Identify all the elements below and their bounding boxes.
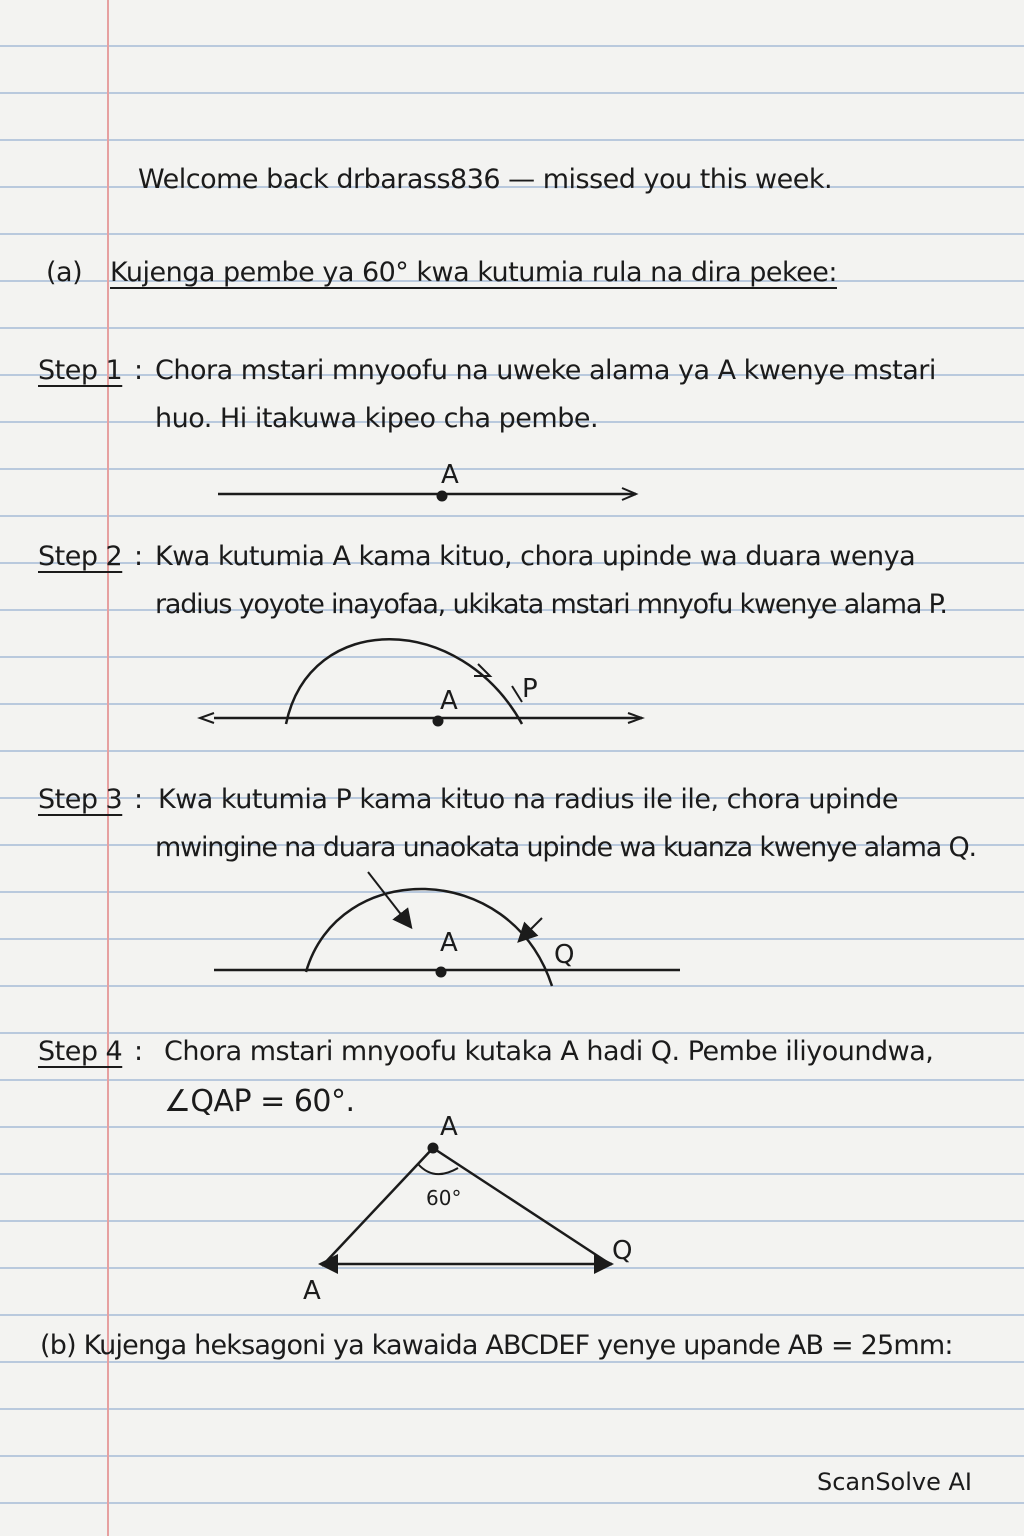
fig4-label-bottom-a: A — [303, 1276, 321, 1306]
fig3-arc — [306, 889, 552, 986]
step-1-text-line2: huo. Hi itakuwa kipeo cha pembe. — [155, 403, 599, 434]
step-2-text-line2: radius yoyote inayofaa, ukikata mstari mnyofu kwenye alama P. — [155, 589, 947, 620]
step-3-text-line1: Kwa kutumia P kama kituo na radius ile ile, chora upinde — [158, 784, 898, 815]
fig4-label-q: Q — [612, 1236, 633, 1266]
fig4-point-a — [428, 1143, 439, 1154]
fig3-pointer-arrow-right — [520, 918, 542, 940]
fig2-label-p: P — [522, 674, 538, 704]
welcome-message: Welcome back drbarass836 — missed you this week. — [138, 164, 833, 195]
fig3-label-a: A — [440, 928, 458, 958]
fig1-point-a — [437, 491, 448, 502]
part-a-marker: (a) — [46, 257, 83, 288]
fig4-label-top-a: A — [440, 1112, 458, 1142]
fig2-p-tick — [512, 686, 522, 702]
step-4-label: Step 4 — [38, 1036, 123, 1067]
step-1-label: Step 1 — [38, 355, 123, 386]
fig4-right-arrow-icon — [594, 1254, 614, 1274]
step-1-colon: : — [134, 355, 143, 386]
fig4-left-side — [322, 1148, 433, 1266]
fig2-point-a — [433, 716, 444, 727]
step-2-label: Step 2 — [38, 541, 123, 572]
step-4-colon: : — [134, 1036, 143, 1067]
step-2-colon: : — [134, 541, 143, 572]
step-4-text-line2: ∠QAP = 60°. — [164, 1084, 355, 1119]
fig2-label-a: A — [440, 686, 458, 716]
figure-4 — [318, 1143, 614, 1275]
fig2-left-arrow-icon — [200, 713, 214, 723]
step-3-colon: : — [134, 784, 143, 815]
step-1-text-line1: Chora mstari mnyoofu na uweke alama ya A kwenye mstari — [155, 355, 936, 386]
figure-2 — [200, 639, 642, 726]
fig3-pointer-arrow-left — [368, 872, 410, 926]
fig4-left-arrow-icon — [318, 1254, 338, 1274]
step-3-text-line2: mwingine na duara unaokata upinde wa kuanza kwenye alama Q. — [155, 832, 976, 863]
footer-brand: ScanSolve AI — [816, 1468, 972, 1496]
part-b-text: (b) Kujenga heksagoni ya kawaida ABCDEF yenye upande AB = 25mm: — [40, 1330, 953, 1361]
fig2-arc — [286, 639, 522, 724]
figure-1 — [218, 488, 636, 502]
fig3-label-q: Q — [554, 940, 575, 970]
step-3-label: Step 3 — [38, 784, 123, 815]
fig1-label-a: A — [441, 460, 459, 490]
fig3-point-a — [436, 967, 447, 978]
fig4-angle-label: 60° — [426, 1186, 462, 1210]
step-2-text-line1: Kwa kutumia A kama kituo, chora upinde wa duara wenya — [155, 541, 916, 572]
part-a-title: Kujenga pembe ya 60° kwa kutumia rula na dira pekee: — [110, 257, 837, 288]
step-4-text-line1: Chora mstari mnyoofu kutaka A hadi Q. Pembe iliyoundwa, — [164, 1036, 934, 1067]
fig4-angle-arc — [418, 1164, 458, 1174]
